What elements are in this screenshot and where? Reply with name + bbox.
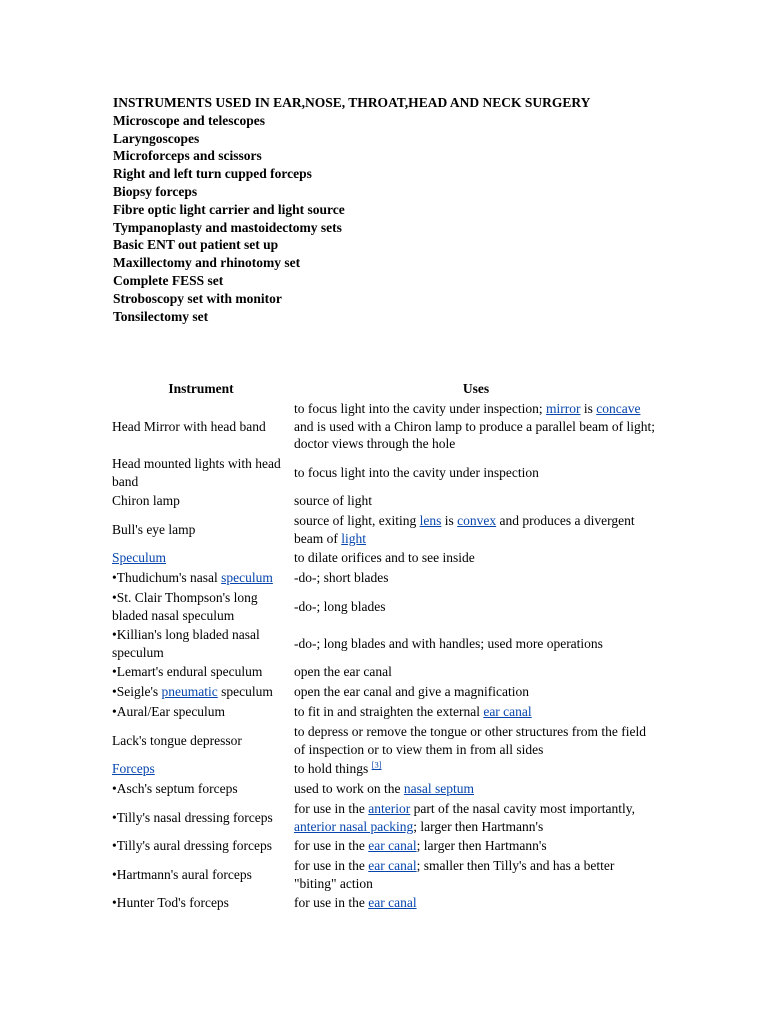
table-row: [110, 799, 660, 836]
heading-list-item: Laryngoscopes: [113, 130, 200, 146]
uses-cell: [292, 836, 660, 856]
link-pneumatic[interactable]: pneumatic: [161, 684, 218, 700]
cell-text: to dilate orifices and to see inside: [294, 550, 475, 566]
heading-list-item: Microscope and telescopes: [113, 112, 265, 128]
cell-text: used to work on the: [294, 781, 404, 797]
instrument-cell: [110, 662, 292, 682]
instrument-cell: [110, 702, 292, 722]
heading-list-item: Fibre optic light carrier and light source: [113, 201, 345, 217]
table-row: [110, 759, 660, 779]
cell-text: is: [441, 513, 458, 528]
table-row: [110, 856, 660, 893]
cell-text: ; larger then Hartmann's: [416, 838, 547, 854]
column-header-instrument: Instrument: [168, 381, 234, 397]
instrument-cell: [110, 399, 292, 454]
cell-text: part of the nasal cavity most importantly,: [410, 801, 636, 816]
cell-text: for use in the: [294, 838, 369, 854]
link-lens[interactable]: lens: [419, 513, 442, 528]
cell-text: Head Mirror with head band: [112, 418, 266, 434]
table-row: [110, 568, 660, 588]
cell-text: and produces a divergent beam of: [294, 513, 635, 546]
uses-cell: [292, 625, 660, 662]
link-3[interactable]: [3]: [371, 759, 382, 770]
link-speculum[interactable]: Speculum: [112, 550, 166, 566]
uses-cell: [292, 702, 660, 722]
instrument-cell: [110, 893, 292, 913]
uses-cell: [292, 491, 660, 511]
cell-text: -do-; long blades and with handles; used more operations: [294, 635, 603, 651]
table-row: [110, 491, 660, 511]
instrument-cell: [110, 799, 292, 836]
heading-list-item: Basic ENT out patient set up: [113, 237, 279, 253]
column-header-uses: Uses: [462, 381, 490, 397]
heading-list-item: Biopsy forceps: [113, 183, 198, 199]
uses-cell: [292, 511, 660, 548]
uses-cell: [292, 759, 660, 779]
instrument-cell: [110, 856, 292, 893]
uses-cell: [292, 722, 660, 759]
link-ear-canal[interactable]: ear canal: [483, 704, 532, 720]
cell-text: Lack's tongue depressor: [112, 732, 242, 748]
link-ear-canal[interactable]: ear canal: [368, 838, 417, 854]
cell-text: •Lemart's endural speculum: [112, 664, 263, 680]
cell-text: is: [580, 401, 597, 417]
link-convex[interactable]: convex: [457, 513, 497, 528]
table-row: [110, 588, 660, 625]
cell-text: speculum: [217, 684, 273, 700]
instrument-cell: [110, 759, 292, 779]
heading-list-item: Tympanoplasty and mastoidectomy sets: [113, 219, 342, 235]
cell-text: source of light: [294, 493, 372, 509]
link-forceps[interactable]: Forceps: [112, 761, 155, 777]
heading-list-item: Complete FESS set: [113, 272, 224, 288]
table-row: [110, 836, 660, 856]
cell-text: open the ear canal and give a magnification: [294, 684, 530, 700]
cell-text: for use in the: [294, 895, 369, 911]
uses-cell: [292, 548, 660, 568]
table-row: [110, 399, 660, 454]
document-title: INSTRUMENTS USED IN EAR,NOSE, THROAT,HEAD AND NECK SURGERY: [113, 95, 591, 110]
cell-text: to focus light into the cavity under inspection: [294, 464, 539, 480]
link-nasal-septum[interactable]: nasal septum: [403, 781, 474, 797]
cell-text: to depress or remove the tongue or other structures from the field of inspection or to view them in from all sides: [294, 724, 647, 757]
link-speculum[interactable]: speculum: [221, 570, 273, 586]
table-row: [110, 662, 660, 682]
cell-text: •Tilly's nasal dressing forceps: [112, 809, 273, 825]
cell-text: Chiron lamp: [112, 493, 180, 509]
link-concave[interactable]: concave: [596, 401, 641, 417]
cell-text: -do-; short blades: [294, 570, 389, 586]
cell-text: •Tilly's aural dressing forceps: [112, 838, 273, 854]
table-row: [110, 702, 660, 722]
instrument-cell: [110, 491, 292, 511]
cell-text: •Killian's long bladed nasal speculum: [112, 627, 260, 660]
table-header-row: [110, 379, 660, 399]
cell-text: •Aural/Ear speculum: [112, 704, 226, 720]
uses-cell: [292, 454, 660, 491]
cell-text: •St. Clair Thompson's long bladed nasal speculum: [112, 590, 258, 623]
uses-cell: [292, 568, 660, 588]
cell-text: for use in the: [294, 801, 369, 816]
instrument-cell: [110, 682, 292, 702]
link-ear-canal[interactable]: ear canal: [368, 895, 417, 911]
instrument-cell: [110, 722, 292, 759]
link-light[interactable]: light: [341, 530, 366, 546]
link-ear-canal[interactable]: ear canal: [368, 858, 417, 873]
table-row: [110, 511, 660, 548]
table-row: [110, 548, 660, 568]
uses-cell: [292, 682, 660, 702]
cell-text: to focus light into the cavity under inspection;: [294, 401, 546, 417]
uses-cell: [292, 588, 660, 625]
cell-text: Bull's eye lamp: [112, 521, 196, 537]
table-row: [110, 625, 660, 662]
link-anterior[interactable]: anterior: [368, 801, 411, 816]
instrument-cell: [110, 625, 292, 662]
instrument-cell: [110, 779, 292, 799]
cell-text: open the ear canal: [294, 664, 392, 680]
instrument-cell: [110, 548, 292, 568]
cell-text: •Seigle's: [112, 684, 162, 700]
uses-cell: [292, 399, 660, 454]
heading-list-item: Right and left turn cupped forceps: [113, 166, 312, 182]
instrument-cell: [110, 511, 292, 548]
cell-text: ; smaller then Tilly's and has a better "biting" action: [294, 858, 615, 891]
instrument-cell: [110, 568, 292, 588]
table-row: [110, 682, 660, 702]
instruments-table: [110, 379, 660, 913]
instrument-cell: [110, 454, 292, 491]
heading-list-item: Maxillectomy and rhinotomy set: [113, 255, 301, 271]
uses-cell: [292, 856, 660, 893]
heading-list-item: Microforceps and scissors: [113, 148, 262, 164]
heading-list-item: Tonsilectomy set: [113, 308, 209, 324]
reference-superscript: [372, 760, 382, 770]
uses-cell: [292, 779, 660, 799]
link-mirror[interactable]: mirror: [545, 401, 581, 417]
heading-list-item: Stroboscopy set with monitor: [113, 290, 282, 306]
table-row: [110, 454, 660, 491]
uses-cell: [292, 799, 660, 836]
cell-text: for use in the: [294, 858, 369, 873]
table-body: [110, 399, 660, 913]
heading-list: [113, 94, 753, 325]
cell-text: -do-; long blades: [294, 598, 386, 614]
cell-text: Head mounted lights with head band: [112, 456, 281, 489]
cell-text: to hold things: [294, 761, 372, 777]
cell-text: •Hartmann's aural forceps: [112, 866, 252, 882]
cell-text: •Hunter Tod's forceps: [112, 895, 229, 911]
link-anterior-nasal-packing[interactable]: anterior nasal packing: [294, 818, 414, 834]
table-row: [110, 722, 660, 759]
cell-text: to fit in and straighten the external: [294, 704, 484, 720]
table-row: [110, 893, 660, 913]
instrument-cell: [110, 836, 292, 856]
instrument-cell: [110, 588, 292, 625]
cell-text: •Thudichum's nasal: [112, 570, 222, 586]
uses-cell: [292, 662, 660, 682]
table-row: [110, 779, 660, 799]
cell-text: ; larger then Hartmann's: [413, 818, 544, 834]
uses-cell: [292, 893, 660, 913]
cell-text: and is used with a Chiron lamp to produce a parallel beam of light; doctor views through the hole: [294, 418, 656, 452]
cell-text: •Asch's septum forceps: [112, 781, 238, 797]
cell-text: source of light, exiting: [294, 513, 420, 528]
